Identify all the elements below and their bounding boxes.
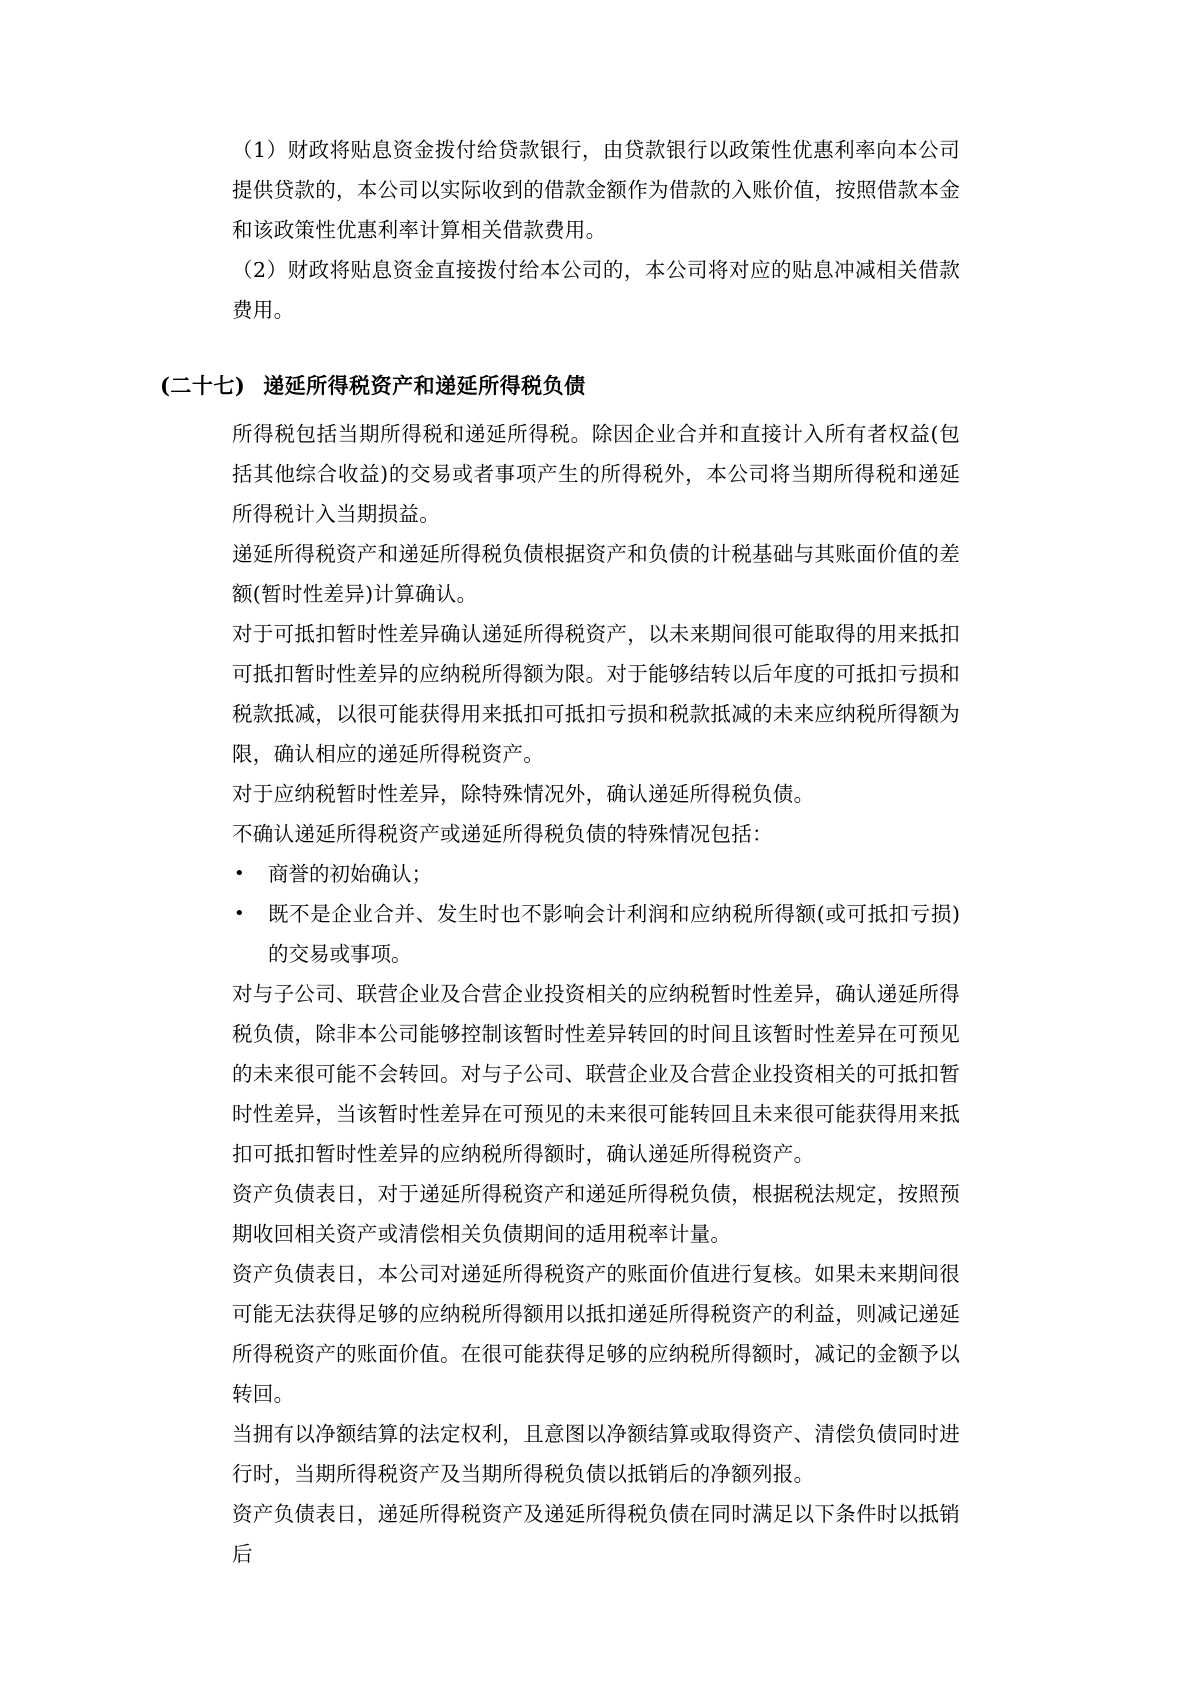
section-heading [160,366,960,406]
paragraph-6: 对与子公司、联营企业及合营企业投资相关的应纳税暂时性差异，确认递延所得税负债，除非本公司能够控制该暂时性差异转回的时间且该暂时性差异在可预见的未来很可能不会转回。对与子公司、联营企业及合营企业投资相关的可抵扣暂时性差异，当该暂时性差异在可预见的未来很可能转回且未来很可能获得用来抵扣可抵扣暂时性差异的应纳税所得额时，确认递延所得税资产。 [232,982,960,1166]
numbered-item-2: （2）财政将贴息资金直接拨付给本公司的，本公司将对应的贴息冲减相关借款费用。 [232,258,960,322]
paragraph-5: 不确认递延所得税资产或递延所得税负债的特殊情况包括： [232,822,773,846]
paragraph-10: 资产负债表日，递延所得税资产及递延所得税负债在同时满足以下条件时以抵销后 [232,1502,960,1566]
bullet-dot-icon: • [234,863,245,884]
spacer [160,330,960,340]
section-title: 递延所得税资产和递延所得税负债 [263,373,586,398]
paragraph-7: 资产负债表日，对于递延所得税资产和递延所得税负债，根据税法规定，按照预期收回相关资产或清偿相关负债期间的适用税率计量。 [232,1182,960,1246]
numbered-item-1: （1）财政将贴息资金拨付给贷款银行，由贷款银行以政策性优惠利率向本公司提供贷款的，本公司以实际收到的借款金额作为借款的入账价值，按照借款本金和该政策性优惠利率计算相关借款费用。 [232,138,960,242]
paragraph-4: 对于应纳税暂时性差异，除特殊情况外，确认递延所得税负债。 [232,782,815,806]
section-body [232,414,960,854]
list-item-label: 商誉的初始确认； [268,862,432,886]
paragraph-3: 对于可抵扣暂时性差异确认递延所得税资产，以未来期间很可能取得的用来抵扣可抵扣暂时性差异的应纳税所得额为限。对于能够结转以后年度的可抵扣亏损和税款抵减，以很可能获得用来抵扣可抵扣亏损和税款抵减的未来应纳税所得额为限，确认相应的递延所得税资产。 [232,622,960,766]
paragraph-1: 所得税包括当期所得税和递延所得税。除因企业合并和直接计入所有者权益(包括其他综合收益)的交易或者事项产生的所得税外，本公司将当期所得税和递延所得税计入当期损益。 [232,422,960,526]
paragraph-9: 当拥有以净额结算的法定权利，且意图以净额结算或取得资产、清偿负债同时进行时，当期所得税资产及当期所得税负债以抵销后的净额列报。 [232,1422,960,1486]
section-body-continued [232,974,960,1574]
paragraph-8: 资产负债表日，本公司对递延所得税资产的账面价值进行复核。如果未来期间很可能无法获得足够的应纳税所得额用以抵扣递延所得税资产的利益，则减记递延所得税资产的账面价值。在很可能获得足够的应纳税所得额时，减记的金额予以转回。 [232,1262,960,1406]
paragraph-2: 递延所得税资产和递延所得税负债根据资产和负债的计税基础与其账面价值的差额(暂时性差异)计算确认。 [232,542,960,606]
bullet-dot-icon: • [234,903,245,924]
list-item [232,854,960,894]
bullet-list [232,854,960,974]
document-content [160,130,960,1574]
section-number: (二十七) [160,373,246,398]
list-item-label: 既不是企业合并、发生时也不影响会计利润和应纳税所得额(或可抵扣亏损)的交易或事项。 [268,902,960,966]
list-item [232,894,960,974]
